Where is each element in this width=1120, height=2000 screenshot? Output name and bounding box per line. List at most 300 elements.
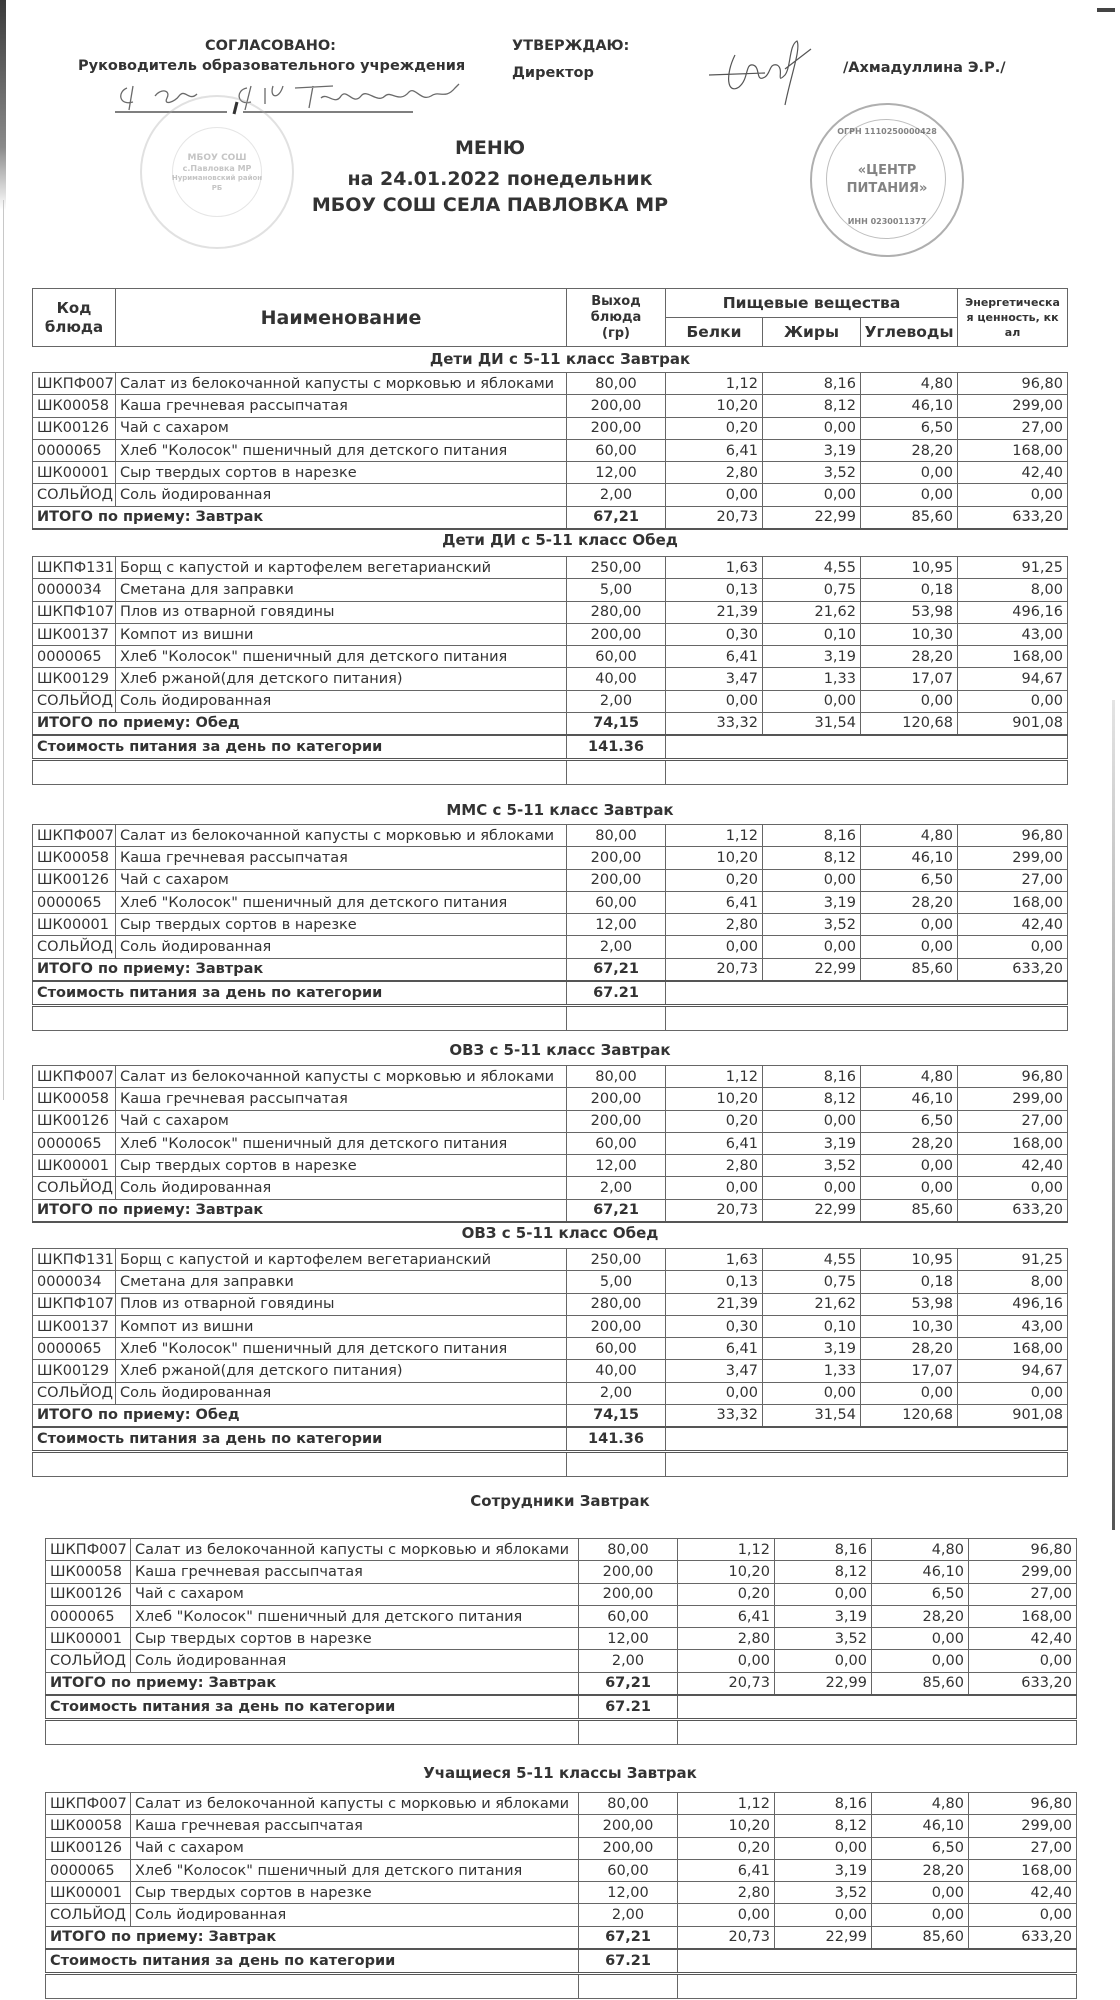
dish-yield: 2,00	[567, 484, 666, 506]
dish-name: Чай с сахаром	[131, 1837, 579, 1859]
director-name: /Ахмадуллина Э.Р./	[843, 60, 1006, 76]
dish-name: Сыр твердых сортов в нарезке	[116, 914, 567, 936]
protein-value: 2,80	[666, 462, 763, 484]
blank-cell	[33, 1452, 567, 1477]
protein-value: 1,12	[666, 1066, 763, 1088]
protein-value: 1,63	[666, 557, 763, 579]
protein-value: 0,20	[678, 1837, 775, 1859]
dish-name: Борщ с капустой и картофелем вегетарианский	[116, 1249, 567, 1271]
carbs-value: 28,20	[861, 646, 958, 668]
protein-value: 10,20	[666, 395, 763, 417]
protein-value: 0,00	[666, 936, 763, 958]
protein-value: 0,20	[666, 417, 763, 439]
total-protein: 20,73	[678, 1672, 775, 1694]
protein-value: 3,47	[666, 1360, 763, 1382]
dish-code: ШК00001	[33, 914, 116, 936]
energy-value: 94,67	[958, 668, 1068, 690]
table-row	[33, 1315, 1068, 1337]
dish-name: Сметана для заправки	[116, 1271, 567, 1293]
dish-name: Хлеб "Колосок" пшеничный для детского питания	[131, 1859, 579, 1881]
total-protein: 20,73	[666, 506, 763, 528]
energy-value: 96,80	[958, 373, 1068, 395]
carbs-value: 4,80	[872, 1793, 969, 1815]
carbs-value: 0,00	[861, 1177, 958, 1199]
protein-value: 1,63	[666, 1249, 763, 1271]
section-title: Сотрудники Завтрак	[470, 1492, 650, 1510]
cost-value: 141.36	[567, 1427, 666, 1452]
total-label: ИТОГО по приему: Завтрак	[46, 1672, 579, 1694]
dish-code: ШК00058	[46, 1561, 131, 1583]
protein-value: 6,41	[678, 1605, 775, 1627]
dish-name: Плов из отварной говядины	[116, 1293, 567, 1315]
dish-yield: 2,00	[567, 936, 666, 958]
total-energy: 633,20	[958, 506, 1068, 528]
energy-value: 0,00	[958, 484, 1068, 506]
protein-value: 0,00	[666, 1177, 763, 1199]
carbs-value: 0,00	[861, 462, 958, 484]
total-fat: 22,99	[763, 506, 861, 528]
carbs-value: 10,30	[861, 623, 958, 645]
section-title: Дети ДИ с 5-11 класс Завтрак	[429, 350, 691, 368]
table-row	[33, 891, 1068, 913]
nutrition-center-seal: ОГРН 1110250000428 «ЦЕНТР ПИТАНИЯ» ИНН 0230011377	[810, 103, 964, 257]
dish-code: СОЛЬЙОД	[33, 1177, 116, 1199]
total-protein: 20,73	[666, 1199, 763, 1221]
dish-name: Соль йодированная	[131, 1904, 579, 1926]
dish-yield: 2,00	[567, 1177, 666, 1199]
doc-date: на 24.01.2022 понедельник	[347, 168, 653, 190]
energy-value: 42,40	[958, 1155, 1068, 1177]
carbs-value: 53,98	[861, 601, 958, 623]
carbs-value: 0,00	[861, 914, 958, 936]
carbs-value: 28,20	[861, 1132, 958, 1154]
total-protein: 33,32	[666, 1405, 763, 1427]
total-label: ИТОГО по приему: Завтрак	[33, 1199, 567, 1221]
dish-yield: 200,00	[567, 1315, 666, 1337]
energy-value: 42,40	[958, 914, 1068, 936]
dish-code: ШКПФ007	[33, 1066, 116, 1088]
fat-value: 0,00	[775, 1904, 872, 1926]
fat-value: 0,00	[775, 1837, 872, 1859]
fat-value: 0,75	[763, 579, 861, 601]
total-protein: 20,73	[666, 958, 763, 980]
energy-value: 42,40	[958, 462, 1068, 484]
carbs-value: 6,50	[861, 1110, 958, 1132]
scan-edge-right-line	[1112, 700, 1115, 1530]
fat-value: 0,00	[763, 869, 861, 891]
fat-value: 0,10	[763, 623, 861, 645]
dish-name: Чай с сахаром	[116, 417, 567, 439]
dish-code: ШК00129	[33, 1360, 116, 1382]
blank-cell	[666, 1006, 1068, 1031]
doc-school: МБОУ СОШ СЕЛА ПАВЛОВКА МР	[311, 194, 669, 216]
carbs-value: 46,10	[872, 1815, 969, 1837]
fat-value: 3,52	[775, 1628, 872, 1650]
dish-name: Хлеб "Колосок" пшеничный для детского питания	[116, 646, 567, 668]
dish-code: 0000034	[33, 1271, 116, 1293]
section-title: Учащиеся 5-11 классы Завтрак	[423, 1764, 697, 1782]
total-row	[33, 506, 1068, 528]
carbs-value: 4,80	[861, 825, 958, 847]
carbs-value: 0,00	[872, 1628, 969, 1650]
energy-value: 168,00	[958, 891, 1068, 913]
fat-value: 3,19	[775, 1605, 872, 1627]
dish-code: ШК00001	[33, 1155, 116, 1177]
energy-value: 168,00	[969, 1859, 1077, 1881]
protein-value: 1,12	[678, 1539, 775, 1561]
header-yield: Выход блюда (гр)	[567, 289, 666, 347]
dish-code: 0000065	[33, 891, 116, 913]
fat-value: 0,00	[763, 1382, 861, 1404]
protein-value: 1,12	[678, 1793, 775, 1815]
total-energy: 633,20	[969, 1926, 1077, 1948]
total-yield: 67,21	[567, 506, 666, 528]
dish-name: Салат из белокочанной капусты с морковью и яблоками	[131, 1793, 579, 1815]
total-carbs: 85,60	[861, 1199, 958, 1221]
dish-yield: 40,00	[567, 1360, 666, 1382]
energy-value: 496,16	[958, 601, 1068, 623]
table-row	[33, 417, 1068, 439]
total-label: ИТОГО по приему: Завтрак	[33, 958, 567, 980]
cost-label: Стоимость питания за день по категории	[33, 735, 567, 760]
dish-name: Соль йодированная	[116, 1382, 567, 1404]
dish-yield: 40,00	[567, 668, 666, 690]
header-name: Наименование	[116, 289, 567, 347]
total-fat: 22,99	[763, 1199, 861, 1221]
dish-yield: 200,00	[567, 1110, 666, 1132]
fat-value: 0,00	[763, 690, 861, 712]
section-title: Дети ДИ с 5-11 класс Обед	[442, 531, 678, 549]
carbs-value: 0,18	[861, 579, 958, 601]
carbs-value: 10,95	[861, 1249, 958, 1271]
dish-code: ШКПФ131	[33, 557, 116, 579]
protein-value: 21,39	[666, 1293, 763, 1315]
total-fat: 31,54	[763, 713, 861, 735]
table-row	[46, 1561, 1077, 1583]
header-code: Код блюда	[33, 289, 116, 347]
dish-yield: 200,00	[579, 1815, 678, 1837]
carbs-value: 28,20	[861, 891, 958, 913]
total-row	[33, 713, 1068, 735]
cost-value: 67.21	[567, 981, 666, 1006]
energy-value: 94,67	[958, 1360, 1068, 1382]
dish-code: ШК00126	[33, 1110, 116, 1132]
total-carbs: 85,60	[872, 1926, 969, 1948]
dish-code: ШК00126	[33, 417, 116, 439]
approve-role: Директор	[512, 65, 594, 81]
dish-yield: 80,00	[567, 373, 666, 395]
protein-value: 10,20	[678, 1561, 775, 1583]
table-row	[33, 1177, 1068, 1199]
total-fat: 22,99	[775, 1926, 872, 1948]
total-row	[33, 1199, 1068, 1221]
dish-code: 0000065	[46, 1605, 131, 1627]
carbs-value: 0,00	[872, 1650, 969, 1672]
table-row	[33, 1338, 1068, 1360]
dish-yield: 60,00	[567, 646, 666, 668]
dish-yield: 5,00	[567, 579, 666, 601]
protein-value: 6,41	[666, 646, 763, 668]
fat-value: 1,33	[763, 668, 861, 690]
dish-yield: 200,00	[579, 1561, 678, 1583]
dish-yield: 200,00	[579, 1583, 678, 1605]
dish-code: СОЛЬЙОД	[46, 1650, 131, 1672]
dish-name: Соль йодированная	[116, 484, 567, 506]
dish-name: Чай с сахаром	[116, 1110, 567, 1132]
dish-name: Сыр твердых сортов в нарезке	[116, 462, 567, 484]
total-fat: 22,99	[763, 958, 861, 980]
menu-table	[45, 1792, 1077, 1999]
table-row	[46, 1605, 1077, 1627]
fat-value: 8,16	[763, 373, 861, 395]
dish-code: ШКПФ007	[33, 825, 116, 847]
energy-value: 27,00	[969, 1837, 1077, 1859]
dish-code: ШК00126	[33, 869, 116, 891]
menu-table	[32, 556, 1068, 785]
dish-code: 0000065	[33, 1338, 116, 1360]
energy-value: 91,25	[958, 1249, 1068, 1271]
carbs-value: 10,30	[861, 1315, 958, 1337]
fat-value: 3,19	[763, 646, 861, 668]
scan-edge-left-line	[3, 200, 4, 1100]
energy-value: 27,00	[958, 869, 1068, 891]
dish-code: ШКПФ007	[46, 1539, 131, 1561]
dish-name: Каша гречневая рассыпчатая	[116, 847, 567, 869]
energy-value: 168,00	[958, 439, 1068, 461]
dish-code: СОЛЬЙОД	[33, 690, 116, 712]
protein-value: 0,00	[678, 1650, 775, 1672]
table-row	[46, 1815, 1077, 1837]
fat-value: 3,52	[763, 462, 861, 484]
dish-code: ШК00001	[33, 462, 116, 484]
header-protein: Белки	[666, 318, 763, 347]
carbs-value: 28,20	[861, 439, 958, 461]
dish-code: 0000065	[33, 1132, 116, 1154]
total-yield: 74,15	[567, 713, 666, 735]
dish-name: Соль йодированная	[116, 936, 567, 958]
protein-value: 0,20	[678, 1583, 775, 1605]
table-row	[33, 439, 1068, 461]
section-title: ОВЗ с 5-11 класс Обед	[461, 1224, 659, 1242]
table-row	[33, 668, 1068, 690]
dish-name: Хлеб ржаной(для детского питания)	[116, 1360, 567, 1382]
director-signature	[705, 35, 815, 115]
table-row	[33, 1271, 1068, 1293]
table-row	[33, 1110, 1068, 1132]
fat-value: 1,33	[763, 1360, 861, 1382]
total-energy: 633,20	[969, 1672, 1077, 1694]
energy-value: 43,00	[958, 1315, 1068, 1337]
dish-yield: 200,00	[567, 417, 666, 439]
blank-row	[33, 1006, 1068, 1031]
table-row	[33, 1088, 1068, 1110]
doc-title: МЕНЮ	[454, 137, 526, 159]
fat-value: 0,75	[763, 1271, 861, 1293]
dish-code: 0000065	[33, 646, 116, 668]
total-energy: 633,20	[958, 958, 1068, 980]
cost-value: 67.21	[579, 1695, 678, 1720]
protein-value: 0,13	[666, 1271, 763, 1293]
table-row	[33, 623, 1068, 645]
fat-value: 0,10	[763, 1315, 861, 1337]
table-row	[33, 690, 1068, 712]
dish-code: ШК00058	[33, 847, 116, 869]
energy-value: 42,40	[969, 1882, 1077, 1904]
energy-value: 96,80	[958, 1066, 1068, 1088]
total-yield: 67,21	[567, 1199, 666, 1221]
dish-code: ШК00137	[33, 623, 116, 645]
energy-value: 0,00	[969, 1904, 1077, 1926]
energy-value: 8,00	[958, 579, 1068, 601]
table-row	[33, 1066, 1068, 1088]
dish-name: Компот из вишни	[116, 623, 567, 645]
dish-yield: 80,00	[567, 825, 666, 847]
fat-value: 3,52	[763, 914, 861, 936]
energy-value: 42,40	[969, 1628, 1077, 1650]
total-carbs: 120,68	[861, 1405, 958, 1427]
total-carbs: 85,60	[861, 958, 958, 980]
scan-mark-top-right	[1097, 8, 1115, 12]
blank-cell	[678, 1974, 1077, 1999]
fat-value: 8,12	[763, 395, 861, 417]
carbs-value: 17,07	[861, 668, 958, 690]
blank-cell	[567, 1452, 666, 1477]
total-fat: 22,99	[775, 1672, 872, 1694]
cost-empty	[666, 1427, 1068, 1452]
cost-value: 67.21	[579, 1949, 678, 1974]
fat-value: 8,12	[775, 1815, 872, 1837]
dish-code: ШК00001	[46, 1882, 131, 1904]
total-energy: 633,20	[958, 1199, 1068, 1221]
table-row	[46, 1793, 1077, 1815]
protein-value: 0,00	[666, 690, 763, 712]
protein-value: 6,41	[666, 1132, 763, 1154]
cost-label: Стоимость питания за день по категории	[46, 1949, 579, 1974]
protein-value: 3,47	[666, 668, 763, 690]
dish-yield: 60,00	[579, 1605, 678, 1627]
fat-value: 3,52	[775, 1882, 872, 1904]
blank-cell	[46, 1974, 579, 1999]
carbs-value: 46,10	[861, 847, 958, 869]
energy-value: 168,00	[969, 1605, 1077, 1627]
blank-cell	[567, 760, 666, 785]
approved-title: СОГЛАСОВАНО:	[205, 38, 336, 54]
carbs-value: 0,00	[861, 1382, 958, 1404]
dish-code: 0000065	[46, 1859, 131, 1881]
fat-value: 4,55	[763, 557, 861, 579]
protein-value: 0,20	[666, 1110, 763, 1132]
protein-value: 6,41	[666, 891, 763, 913]
total-label: ИТОГО по приему: Завтрак	[33, 506, 567, 528]
fat-value: 21,62	[763, 601, 861, 623]
fat-value: 3,52	[763, 1155, 861, 1177]
dish-name: Салат из белокочанной капусты с морковью и яблоками	[131, 1539, 579, 1561]
dish-yield: 280,00	[567, 1293, 666, 1315]
dish-name: Каша гречневая рассыпчатая	[116, 1088, 567, 1110]
carbs-value: 28,20	[861, 1338, 958, 1360]
carbs-value: 6,50	[872, 1837, 969, 1859]
dish-yield: 200,00	[567, 395, 666, 417]
table-row	[46, 1539, 1077, 1561]
dish-name: Сыр твердых сортов в нарезке	[116, 1155, 567, 1177]
fat-value: 3,19	[763, 439, 861, 461]
section-title: ОВЗ с 5-11 класс Завтрак	[449, 1041, 671, 1059]
dish-yield: 2,00	[567, 690, 666, 712]
dish-code: ШКПФ107	[33, 601, 116, 623]
table-row	[33, 1382, 1068, 1404]
section-title: ММС с 5-11 класс Завтрак	[446, 801, 674, 819]
header-fat: Жиры	[763, 318, 861, 347]
protein-value: 6,41	[666, 439, 763, 461]
energy-value: 0,00	[969, 1650, 1077, 1672]
dish-yield: 200,00	[579, 1837, 678, 1859]
dish-name: Чай с сахаром	[116, 869, 567, 891]
total-protein: 33,32	[666, 713, 763, 735]
dish-code: 0000065	[33, 439, 116, 461]
dish-name: Салат из белокочанной капусты с морковью и яблоками	[116, 825, 567, 847]
total-label: ИТОГО по приему: Обед	[33, 1405, 567, 1427]
dish-code: ШК00058	[46, 1815, 131, 1837]
energy-value: 27,00	[958, 1110, 1068, 1132]
carbs-value: 6,50	[861, 869, 958, 891]
menu-table	[32, 824, 1068, 1031]
dish-yield: 280,00	[567, 601, 666, 623]
energy-value: 0,00	[958, 936, 1068, 958]
dish-name: Чай с сахаром	[131, 1583, 579, 1605]
carbs-value: 28,20	[872, 1605, 969, 1627]
table-row	[33, 373, 1068, 395]
dish-yield: 60,00	[567, 439, 666, 461]
protein-value: 10,20	[666, 847, 763, 869]
energy-value: 496,16	[958, 1293, 1068, 1315]
cost-row	[33, 735, 1068, 760]
total-row	[33, 958, 1068, 980]
carbs-value: 0,00	[861, 690, 958, 712]
total-label: ИТОГО по приему: Обед	[33, 713, 567, 735]
table-row	[33, 914, 1068, 936]
table-row	[46, 1650, 1077, 1672]
energy-value: 96,80	[958, 825, 1068, 847]
protein-value: 1,12	[666, 825, 763, 847]
total-carbs: 85,60	[861, 506, 958, 528]
dish-name: Соль йодированная	[116, 1177, 567, 1199]
dish-name: Каша гречневая рассыпчатая	[131, 1561, 579, 1583]
dish-name: Хлеб "Колосок" пшеничный для детского питания	[116, 1132, 567, 1154]
table-row	[33, 395, 1068, 417]
cost-empty	[678, 1949, 1077, 1974]
cost-empty	[666, 981, 1068, 1006]
dish-code: ШК00001	[46, 1628, 131, 1650]
table-row	[46, 1859, 1077, 1881]
total-yield: 67,21	[579, 1672, 678, 1694]
dish-yield: 12,00	[579, 1882, 678, 1904]
carbs-value: 6,50	[872, 1583, 969, 1605]
dish-code: ШК00058	[33, 395, 116, 417]
school-seal: МБОУ СОШ с.Павловка МР Нуримановский район РБ	[140, 95, 294, 249]
energy-value: 168,00	[958, 646, 1068, 668]
dish-code: СОЛЬЙОД	[46, 1904, 131, 1926]
blank-cell	[579, 1974, 678, 1999]
total-protein: 20,73	[678, 1926, 775, 1948]
cost-label: Стоимость питания за день по категории	[33, 1427, 567, 1452]
blank-cell	[33, 760, 567, 785]
cost-row	[33, 981, 1068, 1006]
header-nutrients: Пищевые вещества	[666, 289, 958, 318]
dish-yield: 2,00	[579, 1650, 678, 1672]
dish-code: СОЛЬЙОД	[33, 1382, 116, 1404]
fat-value: 0,00	[763, 1177, 861, 1199]
dish-yield: 12,00	[567, 914, 666, 936]
